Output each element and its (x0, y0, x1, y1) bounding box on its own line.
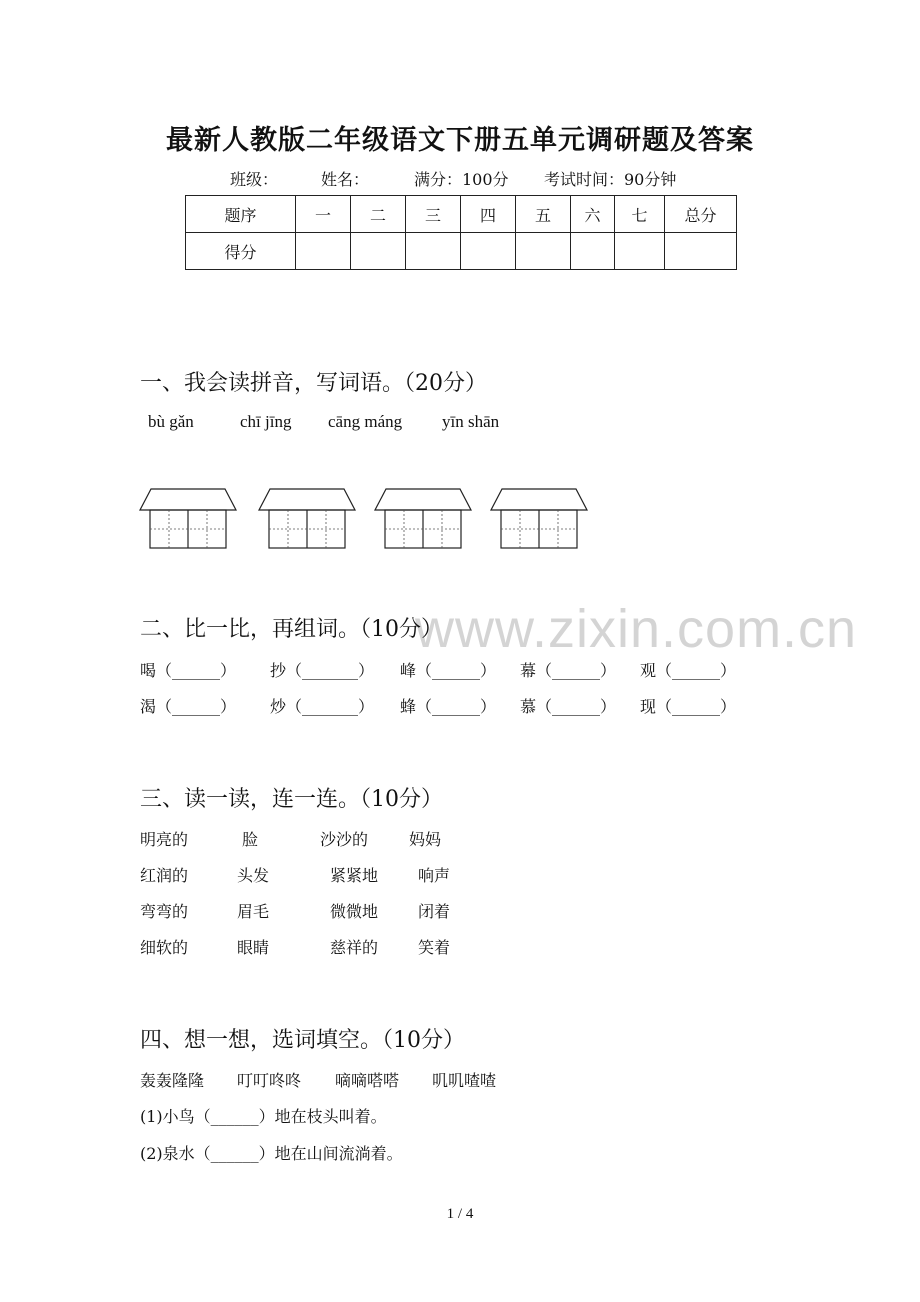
score-cell: 总分 (665, 196, 737, 233)
score-blank-cell[interactable] (351, 233, 406, 270)
page-title: 最新人教版二年级语文下册五单元调研题及答案 (166, 125, 754, 156)
match-word[interactable]: 弯弯的 (140, 902, 189, 921)
match-word[interactable]: 红润的 (140, 866, 189, 885)
compare-item[interactable]: 抄（_______） (270, 661, 375, 680)
compare-item[interactable]: 幕（______） (520, 661, 617, 680)
match-word[interactable]: 细软的 (140, 938, 189, 957)
match-word[interactable]: 紧紧地 (330, 866, 379, 885)
compare-item[interactable]: 渴（______） (140, 697, 237, 716)
match-word[interactable]: 笑着 (418, 938, 451, 957)
section-2-heading: 二、比一比，再组词。（10分） (140, 617, 443, 642)
compare-item[interactable]: 炒（_______） (270, 697, 375, 716)
exam-time-label: 考试时间：90分钟 (544, 170, 677, 189)
match-word[interactable]: 沙沙的 (320, 830, 369, 849)
score-blank-cell[interactable] (571, 233, 615, 270)
word-option: 叮叮咚咚 (237, 1071, 302, 1090)
score-cell: 二 (351, 196, 406, 233)
match-word[interactable]: 闭着 (418, 902, 451, 921)
score-blank-cell[interactable] (516, 233, 571, 270)
fill-question-2[interactable]: (2)泉水（______）地在山间流淌着。 (140, 1144, 403, 1163)
writing-grid-house-4[interactable] (490, 488, 588, 550)
score-blank-cell[interactable] (461, 233, 516, 270)
match-word[interactable]: 脸 (242, 830, 259, 849)
compare-item[interactable]: 慕（______） (520, 697, 617, 716)
name-label: 姓名： (321, 170, 370, 189)
score-blank-cell[interactable] (296, 233, 351, 270)
score-blank-cell[interactable] (406, 233, 461, 270)
score-table-score-row (186, 233, 737, 270)
score-blank-cell[interactable] (615, 233, 665, 270)
score-cell: 七 (615, 196, 665, 233)
word-option: 嘀嘀嗒嗒 (335, 1071, 400, 1090)
score-cell: 一 (296, 196, 351, 233)
section-4-heading: 四、想一想，选词填空。（10分） (140, 1028, 465, 1053)
compare-item[interactable]: 现（______） (640, 697, 737, 716)
score-cell: 得分 (186, 233, 296, 270)
pinyin-4: yīn shān (442, 412, 500, 431)
score-blank-cell[interactable] (665, 233, 737, 270)
section-1-heading: 一、我会读拼音，写词语。（20分） (140, 371, 487, 396)
class-label: 班级： (230, 170, 279, 189)
section-3-heading: 三、读一读，连一连。（10分） (140, 787, 443, 812)
match-word[interactable]: 眉毛 (237, 902, 270, 921)
score-cell: 三 (406, 196, 461, 233)
match-word[interactable]: 眼睛 (237, 938, 270, 957)
match-word[interactable]: 响声 (418, 866, 451, 885)
compare-item[interactable]: 观（______） (640, 661, 737, 680)
pinyin-2: chī jīng (240, 412, 292, 431)
compare-item[interactable]: 峰（______） (400, 661, 497, 680)
match-word[interactable]: 慈祥的 (330, 938, 379, 957)
score-cell: 五 (516, 196, 571, 233)
writing-grid-house-2[interactable] (258, 488, 356, 550)
fill-question-1[interactable]: (1)小鸟（______）地在枝头叫着。 (140, 1107, 387, 1126)
writing-grid-house-3[interactable] (374, 488, 472, 550)
score-cell: 题序 (186, 196, 296, 233)
page-number: 1 / 4 (446, 1206, 474, 1222)
pinyin-1: bù gǎn (148, 412, 194, 431)
match-word[interactable]: 头发 (237, 866, 270, 885)
pinyin-3: cāng máng (328, 412, 403, 431)
writing-grid-house-1[interactable] (139, 488, 237, 550)
score-cell: 六 (571, 196, 615, 233)
match-word[interactable]: 妈妈 (409, 830, 442, 849)
compare-item[interactable]: 喝（______） (140, 661, 237, 680)
match-word[interactable]: 微微地 (330, 902, 379, 921)
watermark: www.zixin.com.cn (415, 599, 858, 659)
compare-item[interactable]: 蜂（______） (400, 697, 497, 716)
match-word[interactable]: 明亮的 (140, 830, 189, 849)
score-cell: 四 (461, 196, 516, 233)
word-option: 轰轰隆隆 (140, 1071, 205, 1090)
score-table (185, 195, 737, 270)
score-table-header-row (186, 196, 737, 233)
word-option: 叽叽喳喳 (432, 1071, 497, 1090)
full-score-label: 满分：100分 (414, 170, 509, 189)
